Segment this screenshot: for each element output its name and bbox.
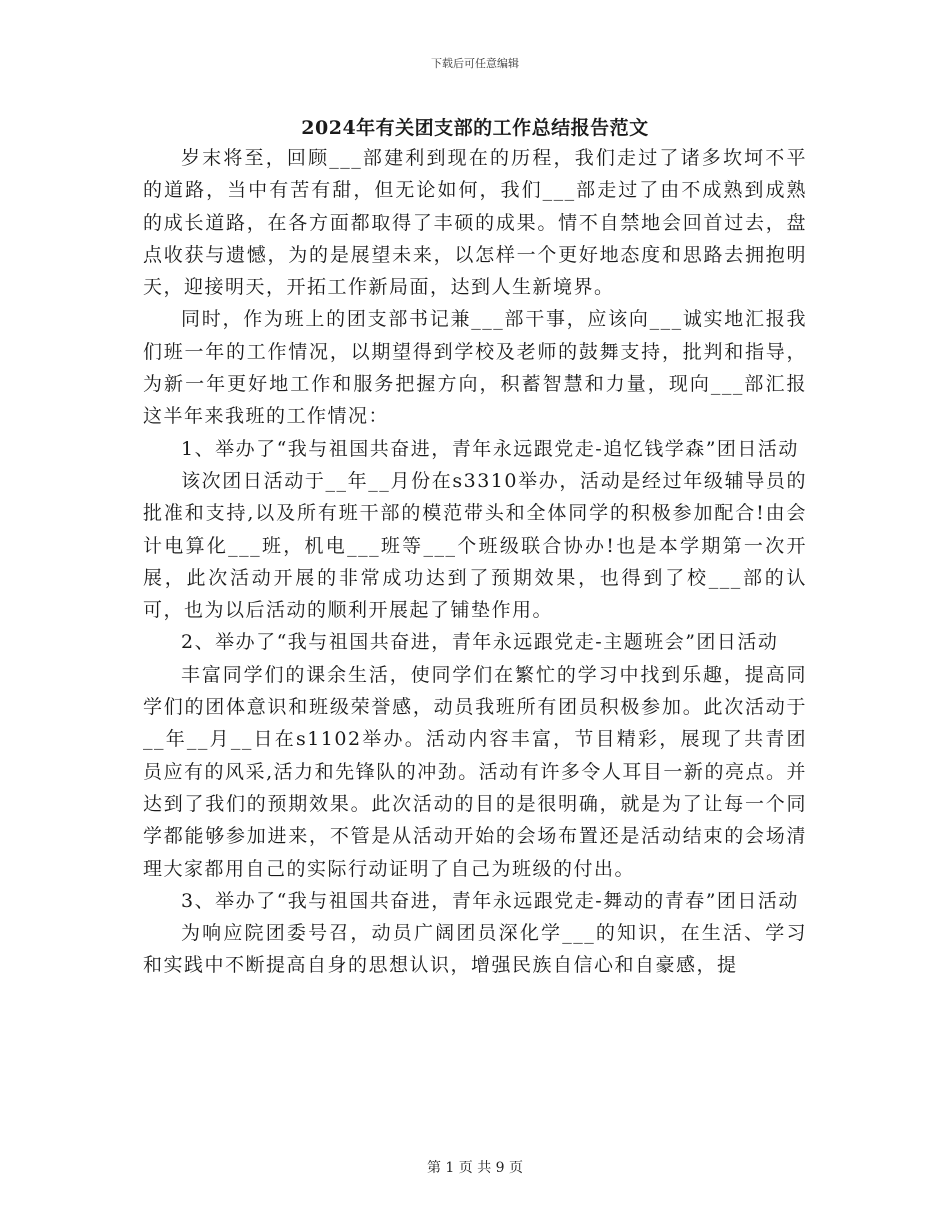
page-number-footer: 第 1 页 共 9 页 [426,1160,524,1176]
paragraph-report-purpose: 同时，作为班上的团支部书记兼___部干事，应该向___诚实地汇报我们班一年的工作情况，以期望得到学校及老师的鼓舞支持，批判和指导，为新一年更好地工作和服务把握方向，积蓄智慧和力量，现向___部汇报这半年来我班的工作情况： [143,308,807,428]
document-body [143,142,807,982]
document-title: 2024年有关团支部的工作总结报告范文 [301,117,649,139]
paragraph-activity-1: 该次团日活动于__年__月份在s3310举办，活动是经过年级辅导员的批准和支持,以及所有班干部的模范带头和全体同学的积极参加配合!由会计电算化___班，机电___班等___个班级联合协办!也是本学期第一次开展，此次活动开展的非常成功达到了预期效果，也得到了校___部的认可，也为以后活动的顺利开展起了铺垫作用。 [143,469,807,622]
section-heading-1: 1、举办了“我与祖国共奋进，青年永远跟党走-追忆钱学森”团日活动 [181,437,799,460]
paragraph-intro: 岁末将至，回顾___部建利到现在的历程，我们走过了诸多坎坷不平的道路，当中有苦有甜，但无论如何，我们___部走过了由不成熟到成熟的成长道路，在各方面都取得了丰硕的成果。情不自禁地会回首过去，盘点收获与遗憾，为的是展望未来，以怎样一个更好地态度和思路去拥抱明天，迎接明天，开拓工作新局面，达到人生新境界。 [143,147,807,299]
paragraph-activity-3: 为响应院团委号召，动员广阔团员深化学___的知识，在生活、学习和实践中不断提高自身的思想认识，增强民族自信心和自豪感，提 [143,922,807,977]
paragraph-activity-2: 丰富同学们的课余生活，使同学们在繁忙的学习中找到乐趣，提高同学们的团体意识和班级荣誉感，动员我班所有团员积极参加。此次活动于__年__月__日在s1102举办。活动内容丰富，节目精彩，展现了共青团员应有的风采,活力和先锋队的冲劲。活动有许多令人耳目一新的亮点。并达到了我们的预期效果。此次活动的目的是很明确，就是为了让每一个同学都能够参加进来，不管是从活动开始的会场布置还是活动结束的会场清理大家都用自己的实际行动证明了自己为班级的付出。 [143,663,807,880]
section-heading-2: 2、举办了“我与祖国共奋进，青年永远跟党走-主题班会”团日活动 [181,631,779,654]
section-heading-3: 3、举办了“我与祖国共奋进，青年永远跟党走-舞动的青春”团日活动 [181,889,799,912]
page-header-note: 下载后可任意编辑 [431,57,519,70]
